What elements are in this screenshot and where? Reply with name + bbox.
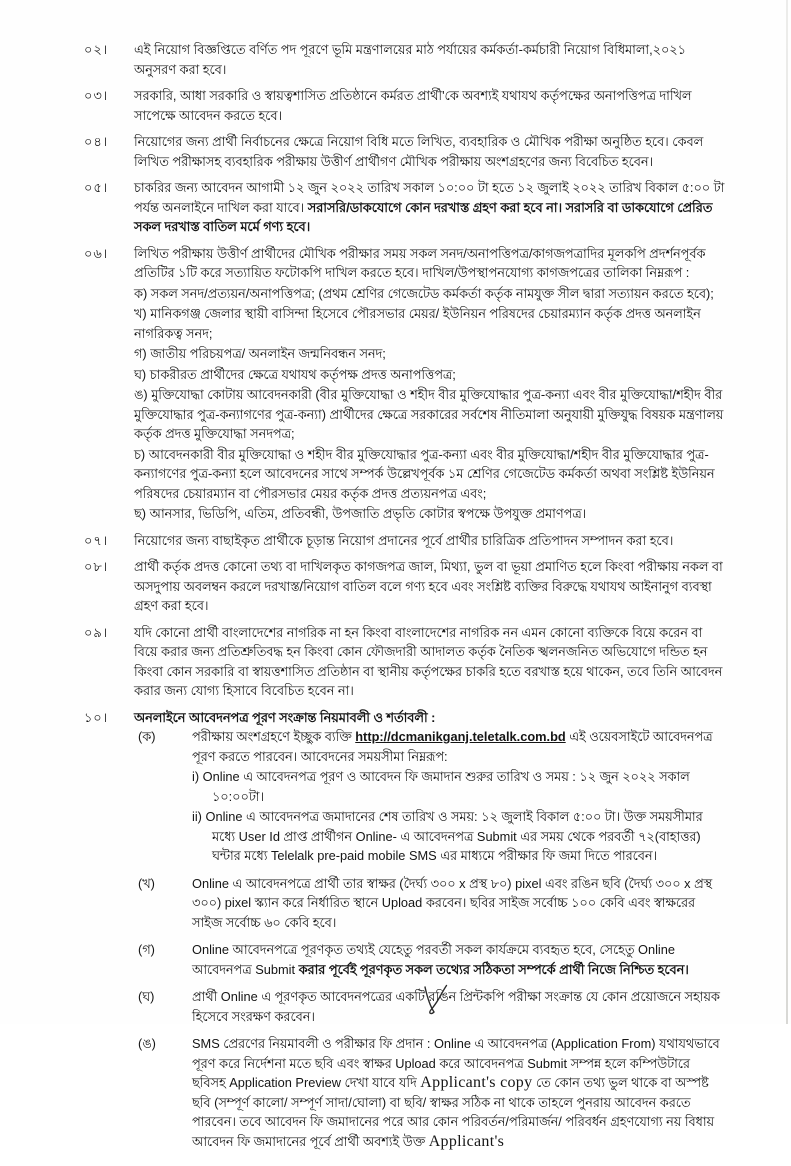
clause-body <box>134 557 725 616</box>
text-segment: Online আবেদনপত্রে পূরণকৃত তথ্যই যেহেতু পরবর্তী সকল কার্যক্রমে ব্যবহৃত হবে, সেহেতু Online আবেদনপত্র Submit <box>192 942 675 977</box>
paragraph <box>134 244 725 283</box>
handwritten-tick-icon <box>418 984 458 1024</box>
paragraph <box>192 807 725 866</box>
clause-number: ০৭। <box>84 532 109 548</box>
text-segment: জাতীয় পরিচয়পত্র/ অনলাইন জন্মনিবন্ধন সনদ; <box>150 346 386 361</box>
text-segment: Applicant's <box>428 1132 505 1150</box>
lettered-item-body <box>192 874 725 933</box>
text-segment: প্রার্থী কর্তৃক প্রদত্ত কোনো তথ্য বা দাখিলকৃত কাগজপত্র জাল, মিথ্যা, ভুল বা ভূয়া প্রমাণিত হলে কিংবা পরীক্ষায় নকল বা অসদুপায় অবলম্বন করলে দরখাস্ত/নিয়োগ বাতিল বলে গণ্য হবে এবং সংশ্লিষ্ট ব্যক্তির বিরুদ্ধে যথাযথ আইনানুগ ব্যবস্থা গ্রহণ করা হবে। <box>134 559 723 613</box>
text-segment: পরীক্ষায় অংশগ্রহণে ইচ্ছুক ব্যক্তি <box>192 729 356 744</box>
lettered-item-label: (ঘ) <box>138 989 155 1004</box>
clause-body <box>134 708 725 1160</box>
paragraph <box>134 284 725 304</box>
paragraph <box>134 178 725 237</box>
clause <box>84 623 725 701</box>
clause <box>84 86 725 125</box>
list-label: ছ) <box>134 506 150 521</box>
clause-body <box>134 623 725 701</box>
paragraph <box>192 940 725 979</box>
paragraph <box>192 1034 725 1151</box>
paragraph <box>134 344 725 364</box>
lettered-item <box>138 874 725 933</box>
clause <box>84 132 725 171</box>
lettered-item-body <box>192 1034 725 1151</box>
clause-list <box>84 40 725 1159</box>
paragraph <box>134 132 725 171</box>
lettered-item-body <box>192 727 725 866</box>
lettered-item <box>138 727 725 866</box>
clause-body <box>134 86 725 125</box>
text-segment: নিয়োগের জন্য বাছাইকৃত প্রার্থীকে চূড়ান্ত নিয়োগ প্রদানের পূর্বে প্রার্থীর চারিত্রিক প্রতিপাদন সম্পাদন করা হবে। <box>134 532 674 548</box>
clause-number: ০৮। <box>84 559 109 574</box>
paragraph <box>192 874 725 933</box>
lettered-item-body <box>192 987 725 1026</box>
text-segment: এই নিয়োগ বিজ্ঞপ্তিতে বর্ণিত পদ পূরণে ভূমি মন্ত্রণালয়ের মাঠ পর্যায়ের কর্মকর্তা-কর্মচারী নিয়োগ বিধিমালা,২০২১ অনুসরণ করা হবে। <box>134 42 686 77</box>
list-label: গ) <box>134 346 151 361</box>
clause-number: ০৪। <box>84 134 109 149</box>
paragraph <box>134 445 725 504</box>
lettered-item <box>138 1034 725 1151</box>
clause-body <box>134 40 725 79</box>
lettered-item-label: (গ) <box>138 942 155 957</box>
text-segment: লিখিত পরীক্ষায় উত্তীর্ণ প্রার্থীদের মৌখিক পরীক্ষার সময় সকল সনদ/অনাপত্তিপত্র/কাগজপত্রাদির মূলকপি প্রদর্শনপূর্বক প্রতিটির ১টি করে সত্যায়িত ফটোকপি দাখিল করতে হবে। দাখিল/উপস্থাপনযোগ্য কাগজপত্রের তালিকা নিম্নরূপ : <box>134 245 706 280</box>
clause-body <box>134 132 725 171</box>
clause-number: ০৯। <box>84 624 109 640</box>
list-label: ii) <box>192 809 206 824</box>
lettered-item-label: (ক) <box>138 729 156 744</box>
text-segment: সরাসরি/ডাকযোগে কোন দরখাস্ত গ্রহণ করা হবে না। সরাসরি বা ডাকযোগে প্রেরিত সকল দরখাস্ত বাতিল মর্মে গণ্য হবে। <box>134 199 713 234</box>
clause <box>84 557 725 616</box>
paragraph <box>134 623 725 701</box>
text-segment: অনলাইনে আবেদনপত্র পূরণ সংক্রান্ত নিয়মাবলী ও শর্তাবলী : <box>134 709 436 725</box>
clause-number: ০৩। <box>84 88 109 103</box>
lettered-item-label: (খ) <box>138 875 155 891</box>
text-segment: চাকরির জন্য আবেদন আগামী ১২ জুন ২০২২ তারিখ সকাল ১০:০০ টা হতে ১২ জুলাই ২০২২ তারিখ বিকাল ৫:০০ টা পর্যন্ত অনলাইনে দাখিল করা যাবে। <box>134 180 725 215</box>
clause-body <box>134 244 725 524</box>
document-content <box>84 40 725 1166</box>
lettered-item <box>138 940 725 979</box>
paragraph <box>134 708 725 728</box>
text-segment: আনসার, ভিডিপি, এতিম, প্রতিবন্ধী, উপজাতি প্রভৃতি কোটার স্বপক্ষে উপযুক্ত প্রমাণপত্র। <box>149 506 587 521</box>
paragraph <box>134 385 725 444</box>
url-text: http://dcmanikganj.teletalk.com.bd <box>355 729 566 744</box>
text-segment: মানিকগঞ্জ জেলার স্থায়ী বাসিন্দা হিসেবে পৌরসভার মেয়র/ ইউনিয়ন পরিষদের চেয়ারম্যান কর্তৃক প্রদত্ত অনলাইন নাগরিকত্ব সনদ; <box>134 306 701 341</box>
paragraph <box>134 557 725 616</box>
clause <box>84 531 725 551</box>
text-segment: Online এ আবেদনপত্রে প্রার্থী তার স্বাক্ষর (দৈর্ঘ্য ৩০০ x প্রস্থ ৮০) pixel এবং রঙিন ছবি (দৈর্ঘ্য ৩০০ x প্রস্থ ৩০০) pixel স্ক্যান করে নির্ধারিত স্থানে Upload করবেন। ছবির সাইজ সর্বোচ্চ ১০০ কেবি এবং স্বাক্ষরের সাইজ সর্বোচ্চ ৬০ কেবি হবে। <box>192 875 713 930</box>
text-segment: সরকারি, আধা সরকারি ও স্বায়ত্বশাসিত প্রতিষ্ঠানে কর্মরত প্রার্থী'কে অবশ্যই যথাযথ কর্তৃপক্ষের অনাপত্তিপত্র দাখিল সাপেক্ষে আবেদন করতে হবে। <box>134 88 692 123</box>
text-segment: করার পূর্বেই পূরণকৃত সকল তথ্যের সঠিকতা সম্পর্কে প্রার্থী নিজে নিশ্চিত হবেন। <box>298 961 689 977</box>
paragraph <box>134 504 725 524</box>
paragraph <box>192 767 725 806</box>
paragraph <box>134 365 725 385</box>
clause-body <box>134 531 725 551</box>
list-label: ঘ) <box>134 366 150 382</box>
clause-number: ০৬। <box>84 245 109 261</box>
clause <box>84 708 725 1160</box>
text-segment: নিয়োগের জন্য প্রার্থী নির্বাচনের ক্ষেত্রে নিয়োগ বিধি মতে লিখিত, ব্যবহারিক ও মৌখিক পরীক্ষা অনুষ্ঠিত হবে। কেবল লিখিত পরীক্ষাসহ ব্যবহারিক পরীক্ষায় উত্তীর্ণ প্রার্থীগণ মৌখিক পরীক্ষায় অংশগ্রহণের জন্য বিবেচিত হবেন। <box>134 134 704 169</box>
scan-edge-line <box>786 0 788 1024</box>
clause-body <box>134 178 725 237</box>
text-segment: প্রার্থী Online এ পূরণকৃত আবেদনপত্রের একটি রঙিন প্রিন্টকপি পরীক্ষা সংক্রান্ত যে কোন প্রয়োজনে সহায়ক হিসেবে সংরক্ষণ করবেন। <box>192 989 720 1024</box>
list-label: i) <box>192 769 203 784</box>
text-segment: Online এ আবেদনপত্র পূরণ ও আবেদন ফি জমাদান শুরুর তারিখ ও সময় : ১২ জুন ২০২২ সকাল ১০:০০টা। <box>202 769 690 804</box>
text-segment: Online এ আবেদনপত্র জমাদানের শেষ তারিখ ও সময়: ১২ জুলাই বিকাল ৫:০০ টা। উক্ত সময়সীমার মধ্যে User Id প্রাপ্ত প্রার্থীগন Online- এ আবেদনপত্র Submit এর সময় থেকে পরবর্তী ৭২(বাহাত্তর) ঘন্টার মধ্যে Telelalk pre-paid mobile SMS এর মাধ্যমে পরীক্ষার ফি জমা দিতে পারবেন। <box>205 809 703 863</box>
text-segment: তে কোন তথ্য ভুল থাকে বা অস্পষ্ট ছবি (সম্পূর্ণ কালো/ সম্পূর্ণ সাদা/ঘোলা) বা ছবি/ স্বাক্ষর সঠিক না থাকে তাহলে পুনরায় আবেদন করতে পারবেন। তবে আবেদন ফি জমাদানের পরে আর কোন পরিবর্তন/পরিমার্জন/ পরিবর্ধন গ্রহণযোগ্য নয় বিধায় আবেদন ফি জমাদানের পূর্বে প্রার্থী অবশ্যই উক্ত <box>192 1075 715 1149</box>
clause <box>84 244 725 524</box>
list-label: চ) <box>134 446 149 462</box>
clause <box>84 40 725 79</box>
text-segment: আবেদনকারী বীর মুক্তিযোদ্ধা ও শহীদ বীর মুক্তিযোদ্ধার পুত্র-কন্যা এবং বীর মুক্তিযোদ্ধা/শহীদ বীর মুক্তিযোদ্ধার পুত্র-কন্যাগণের পুত্র-কন্যা হলে আবেদনের সাথে সম্পর্ক উল্লেখপূর্বক ১ম শ্রেণির গেজেটেড কর্মকর্তা অথবা সংশ্লিষ্ট ইউনিয়ন পরিষদের চেয়ারম্যান বা পৌরসভার মেয়র কর্তৃক প্রদত্ত প্রত্যয়নপত্র এবং; <box>134 446 715 501</box>
text-segment: Applicant's copy <box>420 1074 533 1091</box>
clause-number: ০৫। <box>84 180 109 195</box>
paragraph <box>134 531 725 551</box>
paragraph <box>134 86 725 125</box>
list-label: খ) <box>134 306 151 321</box>
lettered-item-body <box>192 940 725 979</box>
text-segment: এই ওয়েবসাইটে আবেদনপত্র পূরণ করতে পারবেন। আবেদনের সময়সীমা নিম্নরূপ: <box>192 729 713 764</box>
paragraph <box>192 727 725 766</box>
clause-number: ০২। <box>84 42 109 57</box>
clause <box>84 178 725 237</box>
paragraph <box>134 304 725 343</box>
text-segment: যদি কোনো প্রার্থী বাংলাদেশের নাগরিক না হন কিংবা বাংলাদেশের নাগরিক নন এমন কোনো ব্যক্তিকে বিয়ে করেন বা বিয়ে করার জন্য প্রতিশ্রুতিবদ্ধ হন কিংবা কোন ফৌজদারী আদালত কর্তৃক নৈতিক স্খলনজনিত অভিযোগে দন্ডিত হন কিংবা কোন সরকারি বা স্বায়ত্তশাসিত প্রতিষ্ঠান বা স্থানীয় কর্তৃপক্ষের চাকরি হতে বরখাস্ত হয়ে থাকেন, তবে তিনি আবেদন করার জন্য যোগ্য হিসাবে বিবেচিত হবেন না। <box>134 624 723 698</box>
text-segment: SMS প্রেরণের নিয়মাবলী ও পরীক্ষার ফি প্রদান : Online এ আবেদনপত্র (Application From) যথাযথভাবে পূরণ করে নির্দেশনা মতে ছবি এবং স্বাক্ষর Upload করে আবেদনপত্র Submit সম্পন্ন হলে কম্পিউটারে ছবিসহ Application Preview দেখা যাবে যদি <box>192 1036 720 1090</box>
paragraph <box>192 987 725 1026</box>
text-segment: সকল সনদ/প্রত্যয়ন/অনাপত্তিপত্র; (প্রথম শ্রেণির গেজেটেড কর্মকর্তা কর্তৃক নামযুক্ত সীল দ্বারা সত্যায়ন করতে হবে); <box>150 285 714 301</box>
text-segment: চাকরীরত প্রার্থীদের ক্ষেত্রে যথাযথ কর্তৃপক্ষ প্রদত্ত অনাপত্তিপত্র; <box>149 366 456 382</box>
list-label: ক) <box>134 285 151 301</box>
text-segment: মুক্তিযোদ্ধা কোটায় আবেদনকারী (বীর মুক্তিযোদ্ধা ও শহীদ বীর মুক্তিযোদ্ধার পুত্র-কন্যা এবং বীর মুক্তিযোদ্ধা/শহীদ বীর মুক্তিযোদ্ধার পুত্র-কন্যাগণের পুত্র-কন্যা) প্রার্থীদের ক্ষেত্রে সরকারের সর্বশেষ নীতিমালা অনুযায়ী মুক্তিযুদ্ধ বিষয়ক মন্ত্রণালয় কর্তৃক প্রদত্ত মুক্তিযোদ্ধা সনদপত্র; <box>134 387 724 441</box>
clause-number: ১০। <box>84 709 109 725</box>
paragraph <box>134 40 725 79</box>
lettered-item-label: (ঙ) <box>138 1036 156 1051</box>
list-label: ঙ) <box>134 387 152 402</box>
